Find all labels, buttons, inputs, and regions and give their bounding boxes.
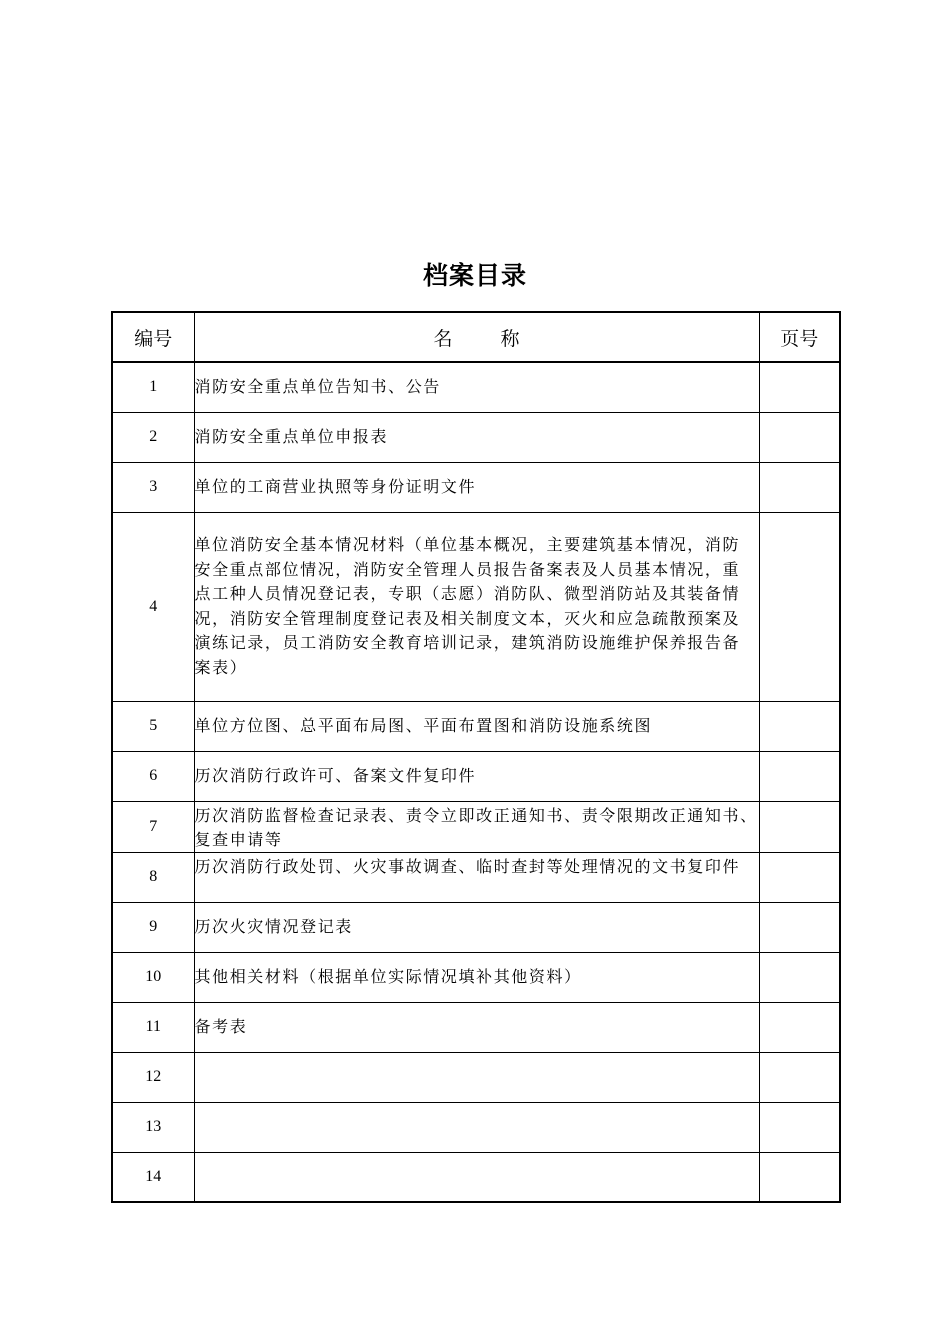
table-row — [112, 1002, 840, 1052]
row-page — [759, 1052, 840, 1102]
table-row — [112, 512, 840, 701]
table-header-row — [112, 312, 840, 362]
table-row — [112, 1152, 840, 1202]
header-name — [194, 312, 759, 362]
row-page — [759, 701, 840, 751]
table-row — [112, 1102, 840, 1152]
row-number: 8 — [112, 852, 194, 902]
table-row — [112, 462, 840, 512]
row-page — [759, 852, 840, 902]
table-row — [112, 1052, 840, 1102]
row-name — [194, 1052, 759, 1102]
row-name: 其他相关材料（根据单位实际情况填补其他资料） — [194, 952, 759, 1002]
table-row — [112, 701, 840, 751]
row-number: 6 — [112, 751, 194, 801]
row-number: 7 — [112, 801, 194, 852]
row-number: 14 — [112, 1152, 194, 1202]
row-page — [759, 1102, 840, 1152]
row-name: 单位消防安全基本情况材料（单位基本概况，主要建筑基本情况，消防安全重点部位情况，消防安全管理人员报告备案表及人员基本情况，重点工种人员情况登记表，专职（志愿）消防队、微型消防站及其装备情况，消防安全管理制度登记表及相关制度文本，灭火和应急疏散预案及演练记录，员工消防安全教育培训记录，建筑消防设施维护保养报告备案表） — [194, 512, 759, 701]
table-row — [112, 362, 840, 412]
row-page — [759, 1002, 840, 1052]
row-page — [759, 952, 840, 1002]
row-name — [194, 1152, 759, 1202]
row-name — [194, 1102, 759, 1152]
table-row — [112, 902, 840, 952]
table-row — [112, 852, 840, 902]
row-page — [759, 512, 840, 701]
row-name: 历次消防行政处罚、火灾事故调查、临时查封等处理情况的文书复印件 — [194, 852, 759, 902]
row-page — [759, 362, 840, 412]
header-number: 编号 — [112, 312, 194, 362]
row-page — [759, 801, 840, 852]
row-number: 10 — [112, 952, 194, 1002]
row-number: 11 — [112, 1002, 194, 1052]
table-row — [112, 751, 840, 801]
row-number: 9 — [112, 902, 194, 952]
row-page — [759, 751, 840, 801]
row-page — [759, 902, 840, 952]
row-name: 消防安全重点单位申报表 — [194, 412, 759, 462]
row-name: 备考表 — [194, 1002, 759, 1052]
page-title: 档案目录 — [422, 261, 527, 290]
row-name: 消防安全重点单位告知书、公告 — [194, 362, 759, 412]
row-number: 2 — [112, 412, 194, 462]
row-number: 3 — [112, 462, 194, 512]
row-page — [759, 412, 840, 462]
row-number: 5 — [112, 701, 194, 751]
row-name: 单位的工商营业执照等身份证明文件 — [194, 462, 759, 512]
row-name: 历次火灾情况登记表 — [194, 902, 759, 952]
table-row — [112, 952, 840, 1002]
row-name: 历次消防监督检查记录表、责令立即改正通知书、责令限期改正通知书、复查申请等 — [194, 801, 759, 852]
catalog-table — [111, 311, 841, 1203]
row-number: 13 — [112, 1102, 194, 1152]
header-name-label: 名称 — [433, 327, 568, 350]
row-page — [759, 1152, 840, 1202]
row-number: 4 — [112, 512, 194, 701]
table-row — [112, 801, 840, 852]
header-page: 页号 — [759, 312, 840, 362]
row-name: 单位方位图、总平面布局图、平面布置图和消防设施系统图 — [194, 701, 759, 751]
row-page — [759, 462, 840, 512]
row-number: 1 — [112, 362, 194, 412]
table-row — [112, 412, 840, 462]
row-name: 历次消防行政许可、备案文件复印件 — [194, 751, 759, 801]
row-number: 12 — [112, 1052, 194, 1102]
